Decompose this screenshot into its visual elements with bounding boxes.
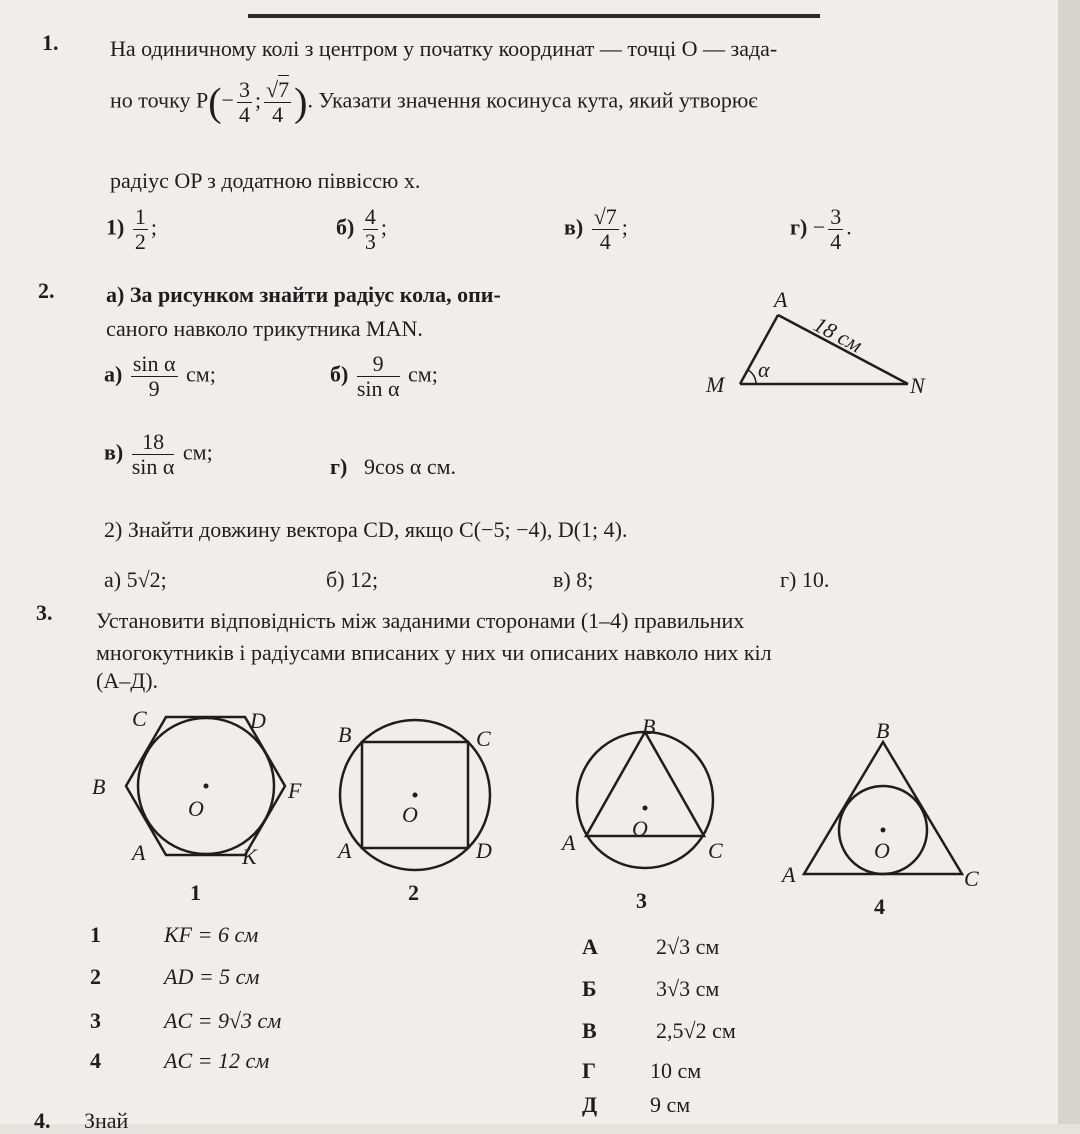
task1-number: 1. (42, 30, 59, 55)
fig1-label-b: B (92, 774, 106, 799)
fig2-label-o: O (402, 802, 418, 827)
fig1-label-c: C (132, 706, 147, 731)
left-item-3-number: 3 (90, 1008, 101, 1033)
task1-line2-end: . Указати значення косинуса кута, який утворює (307, 87, 758, 113)
task2-b-option-d: г) 10. (780, 567, 830, 592)
fig3-center (643, 806, 648, 811)
fig1-label-k: K (242, 844, 257, 869)
fig3-triangle (560, 714, 723, 913)
left-item-2-text: AD = 5 см (164, 964, 260, 989)
left-item-2-number: 2 (90, 964, 101, 989)
fig1-label-d: D (250, 708, 266, 733)
fig3-circle (577, 732, 713, 868)
p-x-num: 3 (238, 77, 250, 102)
fig2-label-a: A (338, 838, 352, 863)
fig3-label-c: C (708, 838, 723, 863)
left-item-4-text: AC = 12 см (164, 1048, 270, 1073)
task4-partial: Знай (84, 1108, 129, 1133)
fig4-label-b: B (876, 718, 890, 743)
task1-option-4: г) − $\frac{3}{4}$ . (790, 204, 852, 254)
fig3-label-b: B (642, 714, 656, 739)
task4-number: 4. (34, 1108, 51, 1133)
right-item-b-text: 3√3 см (656, 976, 720, 1001)
label-a: A (774, 287, 788, 312)
fig1-label-a: A (132, 840, 146, 865)
right-item-v-text: 2,5√2 см (656, 1018, 736, 1043)
task2-a-line2: саного навколо трикутника MAN. (106, 316, 423, 341)
task2-option-c: в) $\frac{18}{\text{sin α}}$ см; (104, 429, 213, 479)
left-item-4-number: 4 (90, 1048, 101, 1073)
fig3-number: 3 (636, 888, 647, 913)
angle-arc (748, 370, 756, 384)
task3-line1: Установити відповідність між заданими сторонами (1–4) правильних (96, 608, 745, 633)
page-edge (1058, 0, 1080, 1124)
label-alpha: α (758, 357, 770, 382)
top-rule (248, 14, 820, 18)
fig3-label-o: O (632, 816, 648, 841)
fig1-label-f: F (288, 778, 302, 803)
p-y-den: 4 (272, 102, 284, 127)
task2-a-line1: а) За рисунком знайти радіус кола, опи- (106, 282, 501, 307)
task2-b-option-c: в) 8; (553, 567, 594, 592)
task1-line3: радіус OP з додатною піввіссю x. (110, 168, 421, 193)
right-item-d-text: 9 см (650, 1092, 691, 1117)
fig3-label-a: A (562, 830, 576, 855)
fig2-center (413, 793, 418, 798)
right-item-a-text: 2√3 см (656, 934, 720, 959)
task1-option-1: 1) $\frac{1}{2}$ ; (106, 204, 157, 254)
fig1-hexagon (92, 706, 302, 905)
task1-line1: На одиничному колі з центром у початку координат — точці O — зада- (110, 36, 778, 61)
task1-option-2: б) $\frac{4}{3}$ ; (336, 204, 387, 254)
fig4-label-o: O (874, 838, 890, 863)
right-item-b-letter: Б (582, 976, 597, 1001)
label-side-length: 18 см (809, 311, 867, 358)
label-m: M (706, 372, 725, 397)
task2-b-option-a: а) 5√2; (104, 567, 167, 592)
fig1-number: 1 (190, 880, 201, 905)
fig2-label-d: D (476, 838, 492, 863)
fig2-label-c: C (476, 726, 491, 751)
task1-option-3: в) $\frac{√7}{4}$ ; (564, 204, 628, 254)
task2-option-d-text: 9cos α см. (364, 454, 457, 479)
task3-line2: многокутників і радіусами вписаних у них чи описаних навколо них кіл (96, 640, 772, 665)
fig4-center (881, 828, 886, 833)
task3-line3: (А–Д). (96, 668, 159, 693)
task3-number: 3. (36, 600, 53, 625)
right-item-g-text: 10 см (650, 1058, 702, 1083)
right-item-a-letter: А (582, 934, 598, 959)
fig4-label-a: A (782, 862, 796, 887)
left-item-1-number: 1 (90, 922, 101, 947)
fig4-triangle (780, 718, 979, 919)
task2-option-d: г) (330, 454, 348, 479)
fig2-square (336, 720, 492, 905)
fig4-number: 4 (874, 894, 885, 919)
right-item-d-letter: Д (582, 1092, 598, 1117)
task2-option-b: б) $\frac{9}{\text{sin α}}$ см; (330, 351, 438, 401)
left-item-3-text: AC = 9√3 см (164, 1008, 282, 1033)
task2-option-a: а) $\frac{\text{sin α}}{9}$ см; (104, 351, 216, 401)
right-item-v-letter: В (582, 1018, 597, 1043)
fig2-label-b: B (338, 722, 352, 747)
p-y-num: 7 (278, 77, 290, 102)
task2-b-line: 2) Знайти довжину вектора CD, якщо C(−5; −4), D(1; 4). (104, 517, 628, 542)
triangle-man-figure (700, 285, 940, 405)
polygons-figure (80, 700, 1020, 920)
fig4-label-c: C (964, 866, 979, 891)
right-item-g-letter: Г (582, 1058, 596, 1083)
task2-number: 2. (38, 278, 55, 303)
left-item-1-text: KF = 6 см (164, 922, 259, 947)
task2-b-option-b: б) 12; (326, 567, 379, 592)
task1-line2-start: но точку P (110, 87, 209, 113)
fig1-label-o: O (188, 796, 204, 821)
fig1-center (204, 784, 209, 789)
label-n: N (910, 373, 925, 398)
p-x-den: 4 (238, 102, 250, 127)
fig2-number: 2 (408, 880, 419, 905)
task1-line2: но точку P(− $\frac{3}{4}$ ; $\frac{√7}{4}$ ). Указати значення косинуса кута, який утворює (110, 77, 758, 127)
